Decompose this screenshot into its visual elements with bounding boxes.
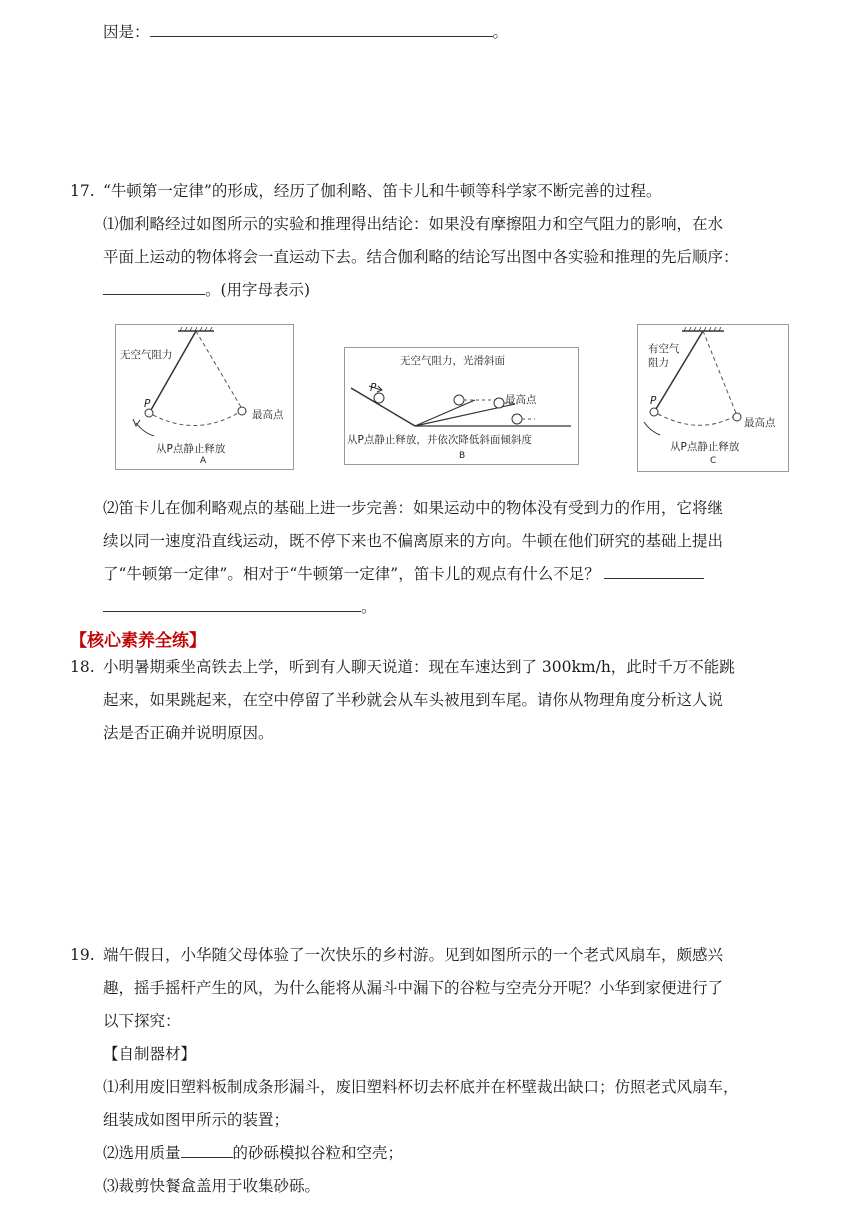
fig-b-highest-label: 最高点: [505, 394, 537, 406]
order-answer-suffix: 。(用字母表示): [205, 281, 311, 299]
q18-number: 18.: [70, 658, 95, 676]
figure-c-pendulum-air: [637, 324, 789, 472]
q17-part1-line1: ⑴伽利略经过如图所示的实验和推理得出结论：如果没有摩擦阻力和空气阻力的影响，在水: [103, 215, 724, 233]
fig-c-release-label: 从P点静止释放: [670, 441, 740, 453]
answer-line-top: [103, 22, 508, 42]
q17-part2-line4-suffix: 。: [361, 598, 377, 616]
descartes-answer-blank-2[interactable]: [103, 597, 361, 612]
q17-part2-line3: [103, 564, 704, 584]
fig-a-no-air-label: 无空气阻力: [120, 349, 173, 361]
section-title-core-literacy: 【核心素养全练】: [70, 631, 206, 651]
q17-part1-line2: 平面上运动的物体将会一直运动下去。结合伽利略的结论写出图中各实验和推理的先后顺序：: [103, 248, 739, 266]
fig-c-caption: C: [710, 456, 717, 466]
fig-b-release-label: 从P点静止释放，并依次降低斜面倾斜度: [347, 434, 532, 446]
fig-c-air-label-1: 有空气: [648, 343, 680, 355]
q17-number: 17.: [70, 182, 95, 200]
fig-a-caption: A: [200, 456, 207, 466]
q17-part2-line3-text: 了“牛顿第一定律”。相对于“牛顿第一定律”，笛卡儿的观点有什么不足？: [103, 565, 600, 583]
fig-c-air-label-2: 阻力: [648, 357, 669, 369]
fig-c-highest-label: 最高点: [744, 417, 776, 429]
q18-line2: 起来，如果跳起来，在空中停留了半秒就会从车头被甩到车尾。请你从物理角度分析这人说: [103, 691, 724, 709]
q17-part2-line1: ⑵笛卡儿在伽利略观点的基础上进一步完善：如果运动中的物体没有受到力的作用，它将继: [103, 499, 724, 517]
fig-a-release-label: 从P点静止释放: [156, 443, 226, 455]
fig-b-p-label: P: [370, 382, 377, 394]
q19-number: 19.: [70, 946, 95, 964]
answer-suffix: 。: [492, 23, 509, 41]
q19-line3: 以下探究：: [103, 1012, 181, 1030]
q19-subheading: 【自制器材】: [103, 1045, 197, 1063]
q17-stem: “牛顿第一定律”的形成，经历了伽利略、笛卡儿和牛顿等科学家不断完善的过程。: [103, 182, 662, 200]
figure-b-smooth-slopes: [344, 347, 579, 465]
q19-step1-line1: ⑴利用废旧塑料板制成条形漏斗，废旧塑料杯切去杯底并在杯壁裁出缺口；仿照老式风扇车，: [103, 1078, 739, 1096]
fig-a-p-label: P: [144, 398, 151, 410]
q17-part2-line2: 续以同一速度沿直线运动，既不停下来也不偏离原来的方向。牛顿在他们研究的基础上提出: [103, 532, 724, 550]
q19-step2-suffix: 的砂砾模拟谷粒和空壳；: [232, 1144, 404, 1162]
mass-answer-blank[interactable]: [181, 1143, 233, 1158]
answer-prefix: 因是：: [103, 23, 150, 41]
q17-part1-line3: [103, 280, 310, 300]
q19-line2: 趣，摇手摇杆产生的风，为什么能将从漏斗中漏下的谷粒与空壳分开呢？小华到家便进行了: [103, 979, 724, 997]
q18-line1: 小明暑期乘坐高铁去上学，听到有人聊天说道：现在车速达到了 300km/h，此时千万不能跳: [103, 658, 735, 676]
q19-line1: 端午假日，小华随父母体验了一次快乐的乡村游。见到如图所示的一个老式风扇车，颇感兴: [103, 946, 724, 964]
q19-step2: [103, 1143, 403, 1163]
order-answer-blank[interactable]: [103, 280, 205, 295]
figure-a-pendulum-no-air: [115, 324, 294, 470]
q19-step2-prefix: ⑵选用质量: [103, 1144, 181, 1162]
descartes-answer-blank-1[interactable]: [604, 564, 704, 579]
fig-b-title: 无空气阻力，光滑斜面: [400, 355, 505, 367]
fig-b-caption: B: [459, 451, 466, 461]
q18-line3: 法是否正确并说明原因。: [103, 724, 274, 742]
q17-part2-line4: [103, 597, 377, 617]
q19-step1-line2: 组装成如图甲所示的装置；: [103, 1111, 290, 1129]
fig-c-p-label: P: [650, 395, 657, 407]
q19-step3: ⑶裁剪快餐盒盖用于收集砂砾。: [103, 1177, 321, 1195]
answer-blank[interactable]: [150, 22, 493, 37]
fig-a-highest-label: 最高点: [252, 409, 284, 421]
